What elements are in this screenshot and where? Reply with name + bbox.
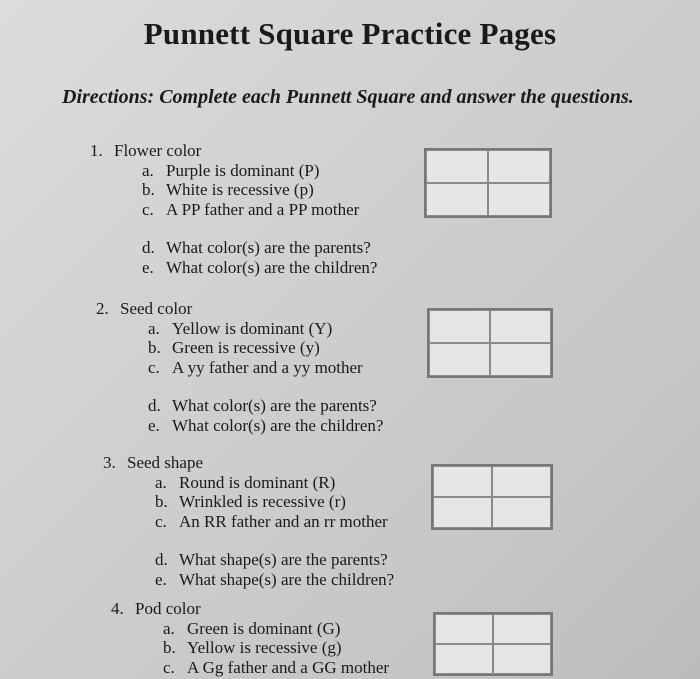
- punnett-cell[interactable]: [435, 614, 493, 644]
- punnett-square-2[interactable]: [427, 308, 553, 378]
- item-letter: d.: [155, 550, 168, 569]
- item-text: Green is dominant (G): [187, 618, 341, 638]
- item-text: White is recessive (p): [166, 180, 314, 199]
- item-text: Green is recessive (y): [172, 338, 320, 357]
- item-text: What color(s) are the parents?: [166, 238, 371, 257]
- punnett-cell[interactable]: [435, 644, 493, 674]
- question-number: 4.: [111, 599, 124, 618]
- question-number: 1.: [90, 141, 103, 160]
- item-letter: b.: [142, 180, 155, 199]
- item-letter: a.: [142, 160, 154, 180]
- punnett-cell[interactable]: [488, 150, 550, 183]
- item-text: Yellow is dominant (Y): [172, 318, 333, 338]
- item-letter: c.: [148, 357, 160, 377]
- item-text: A yy father and a yy mother: [172, 357, 363, 377]
- punnett-cell[interactable]: [493, 614, 551, 644]
- punnett-cell[interactable]: [488, 183, 550, 216]
- item-letter: d.: [142, 238, 155, 257]
- punnett-cell[interactable]: [426, 150, 488, 183]
- item-text: Wrinkled is recessive (r): [179, 492, 346, 511]
- punnett-square-4[interactable]: [433, 612, 553, 676]
- question-heading: Flower color: [114, 141, 202, 160]
- item-text: A PP father and a PP mother: [166, 199, 360, 219]
- item-text: What color(s) are the children?: [166, 257, 378, 277]
- question-4: [111, 599, 390, 677]
- punnett-cell[interactable]: [490, 343, 551, 376]
- punnett-cell[interactable]: [492, 466, 551, 497]
- punnett-square-1[interactable]: [424, 148, 552, 218]
- item-letter: b.: [163, 638, 176, 657]
- item-letter: a.: [155, 472, 167, 492]
- question-2: [96, 299, 384, 435]
- item-letter: a.: [163, 618, 175, 638]
- punnett-cell[interactable]: [429, 343, 490, 376]
- item-text: Purple is dominant (P): [166, 160, 320, 180]
- item-letter: c.: [163, 657, 175, 677]
- item-text: An RR father and an rr mother: [179, 511, 388, 531]
- item-letter: c.: [142, 199, 154, 219]
- punnett-cell[interactable]: [433, 497, 492, 528]
- question-3: [103, 453, 395, 589]
- item-letter: e.: [142, 257, 154, 277]
- punnett-cell[interactable]: [492, 497, 551, 528]
- item-letter: b.: [155, 492, 168, 511]
- punnett-square-3[interactable]: [431, 464, 553, 530]
- item-text: What shape(s) are the children?: [179, 569, 395, 589]
- punnett-cell[interactable]: [490, 310, 551, 343]
- item-letter: d.: [148, 396, 161, 415]
- item-text: Yellow is recessive (g): [187, 638, 342, 657]
- punnett-cell[interactable]: [426, 183, 488, 216]
- item-letter: b.: [148, 338, 161, 357]
- punnett-cell[interactable]: [433, 466, 492, 497]
- item-letter: e.: [148, 415, 160, 435]
- item-text: What color(s) are the parents?: [172, 396, 377, 415]
- item-letter: e.: [155, 569, 167, 589]
- item-text: What color(s) are the children?: [172, 415, 384, 435]
- question-heading: Pod color: [135, 599, 201, 618]
- question-number: 3.: [103, 453, 116, 472]
- item-letter: a.: [148, 318, 160, 338]
- item-letter: c.: [155, 511, 167, 531]
- item-text: What shape(s) are the parents?: [179, 550, 388, 569]
- punnett-cell[interactable]: [493, 644, 551, 674]
- page-title: Punnett Square Practice Pages: [143, 16, 557, 51]
- directions: Directions: Complete each Punnett Square and answer the questions.: [62, 86, 634, 108]
- item-text: Round is dominant (R): [179, 472, 336, 492]
- question-number: 2.: [96, 299, 109, 318]
- item-text: A Gg father and a GG mother: [187, 657, 390, 677]
- question-1: [90, 141, 378, 277]
- punnett-cell[interactable]: [429, 310, 490, 343]
- question-heading: Seed shape: [127, 453, 204, 472]
- question-heading: Seed color: [120, 299, 193, 318]
